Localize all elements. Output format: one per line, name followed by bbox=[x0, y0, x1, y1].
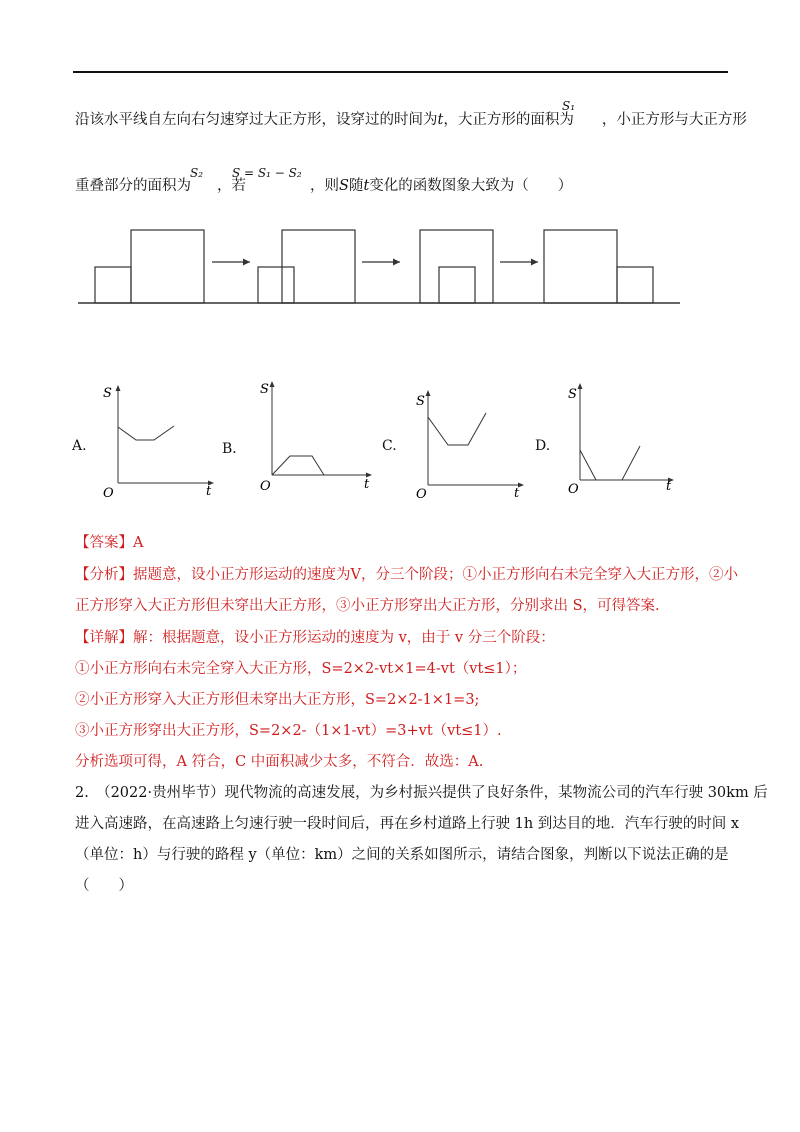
option-d-graph[interactable] bbox=[566, 378, 686, 498]
detail-line-1: 【详解】解：根据题意，设小正方形运动的速度为 v，由于 v 分三个阶段： bbox=[75, 630, 555, 646]
detail-line-4: ③小正方形穿出大正方形，S=2×2-（1×1-vt）=3+vt（vt≤1）. bbox=[75, 723, 502, 739]
answer-line: 【答案】A bbox=[75, 535, 144, 551]
small-square-1 bbox=[95, 267, 131, 303]
option-b-o: O bbox=[260, 479, 271, 494]
option-c-curve bbox=[428, 413, 486, 445]
option-d-o: O bbox=[568, 482, 579, 497]
option-a-t: t bbox=[206, 484, 212, 499]
problem2-line4: （ ） bbox=[75, 878, 133, 894]
problem1-line2: 重叠部分的面积为 ，若 ，则S随t变化的函数图象大致为（ ） bbox=[75, 178, 573, 194]
option-a-label[interactable]: A. bbox=[72, 438, 87, 454]
option-a-curve bbox=[118, 426, 174, 440]
detail-line-2: ①小正方形向右未完全穿入大正方形，S=2×2-vt×1=4-vt（vt≤1）； bbox=[75, 661, 527, 677]
s1-symbol: S₁ bbox=[562, 99, 576, 113]
option-b-graph[interactable] bbox=[258, 376, 378, 496]
s2-symbol: S₂ bbox=[190, 166, 204, 180]
option-c-s: S bbox=[416, 394, 425, 409]
option-b-t: t bbox=[364, 477, 370, 492]
option-a-graph[interactable] bbox=[100, 380, 220, 500]
option-b-label[interactable]: B． bbox=[222, 441, 247, 457]
option-d-t: t bbox=[666, 479, 672, 494]
problem2-line3: （单位：h）与行驶的路程 y（单位：km）之间的关系如图所示，请结合图象，判断以下说法正确的是 bbox=[75, 847, 729, 863]
problem2-line1: 2. （2022·贵州毕节）现代物流的高速发展，为乡村振兴提供了良好条件，某物流公司的汽车行驶 30km 后 bbox=[75, 785, 768, 801]
option-c-t: t bbox=[514, 486, 520, 501]
small-square-2 bbox=[258, 267, 294, 303]
squares-diagram bbox=[70, 220, 690, 320]
analysis-line-2: 正方形穿入大正方形但未穿出大正方形，③小正方形穿出大正方形，分别求出 S，可得答案. bbox=[75, 598, 660, 614]
big-square-4 bbox=[544, 230, 617, 303]
header-rule bbox=[73, 71, 728, 73]
option-a-o: O bbox=[103, 486, 114, 500]
small-square-4 bbox=[617, 267, 653, 303]
small-square-3 bbox=[439, 267, 475, 303]
option-c-graph[interactable] bbox=[412, 385, 532, 505]
option-d-label[interactable]: D. bbox=[535, 438, 551, 454]
option-c-o: O bbox=[416, 487, 427, 502]
big-square-1 bbox=[131, 230, 204, 303]
detail-line-3: ②小正方形穿入大正方形但未穿出大正方形，S=2×2-1×1=3; bbox=[75, 692, 480, 708]
problem1-line1: 沿该水平线自左向右匀速穿过大正方形，设穿过的时间为t，大正方形的面积为 ，小正方形与大正方形 bbox=[75, 112, 747, 128]
formula: S = S₁ − S₂ bbox=[232, 166, 302, 180]
option-c-label[interactable]: C. bbox=[382, 438, 397, 454]
detail-line-5: 分析选项可得，A 符合，C 中面积减少太多，不符合．故选：A. bbox=[75, 754, 484, 770]
option-d-curve bbox=[580, 446, 640, 480]
option-a-s: S bbox=[103, 386, 112, 401]
option-b-s: S bbox=[260, 382, 269, 397]
problem2-line2: 进入高速路，在高速路上匀速行驶一段时间后，再在乡村道路上行驶 1h 到达目的地．汽车行驶的时间 x bbox=[75, 816, 740, 832]
option-d-s: S bbox=[568, 387, 577, 402]
option-b-curve bbox=[272, 456, 324, 475]
analysis-line-1: 【分析】据题意，设小正方形运动的速度为V，分三个阶段；①小正方形向右未完全穿入大正方形，②小 bbox=[75, 567, 738, 583]
